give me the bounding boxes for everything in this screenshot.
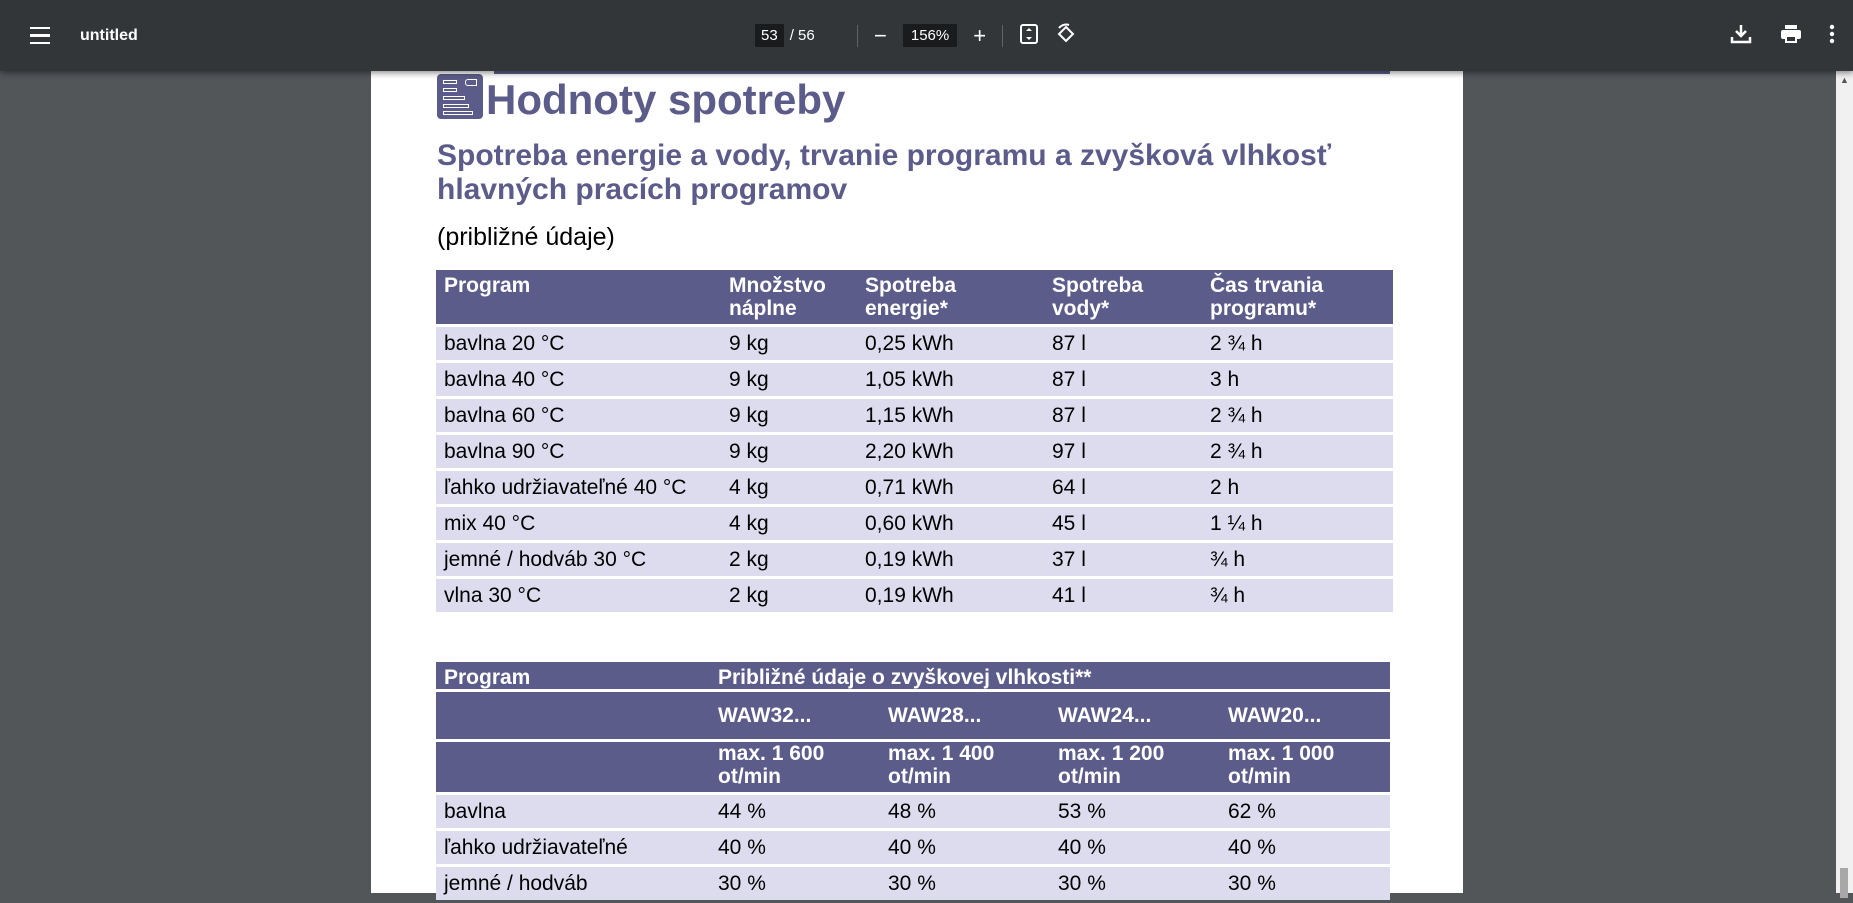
fit-page-icon[interactable]: [1019, 23, 1039, 49]
table-cell: 2 ¾ h: [1202, 435, 1393, 468]
table-row: [436, 507, 1393, 540]
section-subheading: Spotreba energie a vody, trvanie programu a zvyšková vlhkosť hlavných pracích programov: [437, 139, 1332, 206]
column-header: Čas trvania programu*: [1202, 270, 1393, 324]
table-cell: 40 %: [1220, 831, 1390, 864]
model-header: WAW24...: [1050, 692, 1220, 739]
table-cell: mix 40 °C: [436, 507, 721, 540]
table-cell: ¾ h: [1202, 543, 1393, 576]
table-cell: 53 %: [1050, 795, 1220, 828]
table-row: [436, 471, 1393, 504]
table-cell: 97 l: [1044, 435, 1202, 468]
table-cell: 3 h: [1202, 363, 1393, 396]
table-cell: 2 kg: [721, 579, 857, 612]
table-cell: bavlna 40 °C: [436, 363, 721, 396]
table-cell: 30 %: [880, 867, 1050, 900]
header-rule: [494, 71, 1390, 74]
approximate-note: (približné údaje): [437, 223, 615, 251]
pdf-page: [371, 71, 1463, 893]
toolbar-actions: [1729, 0, 1835, 71]
table-cell: 30 %: [1220, 867, 1390, 900]
table-cell: 2 ¾ h: [1202, 327, 1393, 360]
table-cell: 0,19 kWh: [857, 543, 1044, 576]
table-cell: 0,25 kWh: [857, 327, 1044, 360]
divider: [857, 25, 858, 47]
divider: [1002, 25, 1003, 47]
table-cell: bavlna 60 °C: [436, 399, 721, 432]
table-row: [436, 867, 1390, 900]
table-cell: 9 kg: [721, 399, 857, 432]
table-cell: jemné / hodváb: [436, 867, 710, 900]
table-cell: 1 ¼ h: [1202, 507, 1393, 540]
consumption-table: [436, 267, 1393, 615]
rotate-icon[interactable]: [1055, 23, 1077, 49]
table-row: [436, 363, 1393, 396]
table-cell: 37 l: [1044, 543, 1202, 576]
table-cell: 87 l: [1044, 327, 1202, 360]
table-cell: 87 l: [1044, 363, 1202, 396]
zoom-level-input[interactable]: 156%: [903, 24, 957, 47]
header-group: Približné údaje o zvyškovej vlhkosti**: [710, 662, 1390, 689]
current-page-input[interactable]: 53: [755, 24, 784, 47]
header-empty: [436, 692, 710, 739]
menu-icon[interactable]: [28, 0, 52, 71]
table-cell: vlna 30 °C: [436, 579, 721, 612]
table-cell: 2 kg: [721, 543, 857, 576]
header-program: Program: [436, 662, 710, 689]
table-row: [436, 399, 1393, 432]
zoom-out-button[interactable]: −: [874, 22, 887, 48]
table-cell: 30 %: [1050, 867, 1220, 900]
table-cell: 45 l: [1044, 507, 1202, 540]
more-options-icon[interactable]: [1829, 23, 1835, 49]
document-title: untitled: [80, 26, 138, 44]
table-cell: bavlna: [436, 795, 710, 828]
speed-header: max. 1 400 ot/min: [880, 742, 1050, 792]
speed-header: max. 1 200 ot/min: [1050, 742, 1220, 792]
table-cell: 41 l: [1044, 579, 1202, 612]
total-pages: / 56: [789, 27, 815, 44]
model-header: WAW28...: [880, 692, 1050, 739]
consumption-table-icon: [437, 74, 483, 119]
table-cell: 4 kg: [721, 507, 857, 540]
table-cell: bavlna 20 °C: [436, 327, 721, 360]
table-row: [436, 795, 1390, 828]
header-empty: [436, 742, 710, 792]
table-cell: 40 %: [880, 831, 1050, 864]
table-cell: ľahko udržiavateľné: [436, 831, 710, 864]
table-cell: 4 kg: [721, 471, 857, 504]
table-cell: 1,05 kWh: [857, 363, 1044, 396]
table-cell: 2 h: [1202, 471, 1393, 504]
table-cell: 1,15 kWh: [857, 399, 1044, 432]
speed-header: max. 1 600 ot/min: [710, 742, 880, 792]
page-indicator: [755, 0, 815, 71]
table-cell: 2,20 kWh: [857, 435, 1044, 468]
speed-header: max. 1 000 ot/min: [1220, 742, 1390, 792]
table-cell: 9 kg: [721, 327, 857, 360]
table-cell: 40 %: [710, 831, 880, 864]
table-cell: 87 l: [1044, 399, 1202, 432]
scroll-up-arrow-icon[interactable]: ▲: [1840, 75, 1849, 85]
table-cell: ľahko udržiavateľné 40 °C: [436, 471, 721, 504]
residual-moisture-table: [436, 659, 1390, 903]
table-cell: 62 %: [1220, 795, 1390, 828]
table-row: [436, 327, 1393, 360]
model-header: WAW20...: [1220, 692, 1390, 739]
scrollbar[interactable]: [1836, 71, 1853, 893]
table-cell: 0,71 kWh: [857, 471, 1044, 504]
scrollbar-thumb[interactable]: [1840, 868, 1848, 898]
column-header: Množstvo náplne: [721, 270, 857, 324]
pdf-toolbar: [0, 0, 1853, 71]
table-row: [436, 435, 1393, 468]
table-row: [436, 831, 1390, 864]
table-cell: 0,60 kWh: [857, 507, 1044, 540]
model-header: WAW32...: [710, 692, 880, 739]
table-cell: 2 ¾ h: [1202, 399, 1393, 432]
zoom-in-button[interactable]: +: [973, 22, 987, 48]
table-cell: 48 %: [880, 795, 1050, 828]
table-cell: 44 %: [710, 795, 880, 828]
table-cell: 30 %: [710, 867, 880, 900]
table-row: [436, 579, 1393, 612]
table-cell: 9 kg: [721, 435, 857, 468]
column-header: Program: [436, 270, 721, 324]
download-icon[interactable]: [1729, 22, 1753, 50]
table-cell: 9 kg: [721, 363, 857, 396]
table-cell: 0,19 kWh: [857, 579, 1044, 612]
column-header: Spotreba energie*: [857, 270, 1044, 324]
table-row: [436, 543, 1393, 576]
print-icon[interactable]: [1779, 22, 1803, 50]
table-cell: 40 %: [1050, 831, 1220, 864]
table-cell: ¾ h: [1202, 579, 1393, 612]
table-cell: bavlna 90 °C: [436, 435, 721, 468]
table-cell: 64 l: [1044, 471, 1202, 504]
table-cell: jemné / hodváb 30 °C: [436, 543, 721, 576]
column-header: Spotreba vody*: [1044, 270, 1202, 324]
zoom-controls: [857, 0, 1077, 71]
section-heading: Hodnoty spotreby: [486, 76, 846, 123]
